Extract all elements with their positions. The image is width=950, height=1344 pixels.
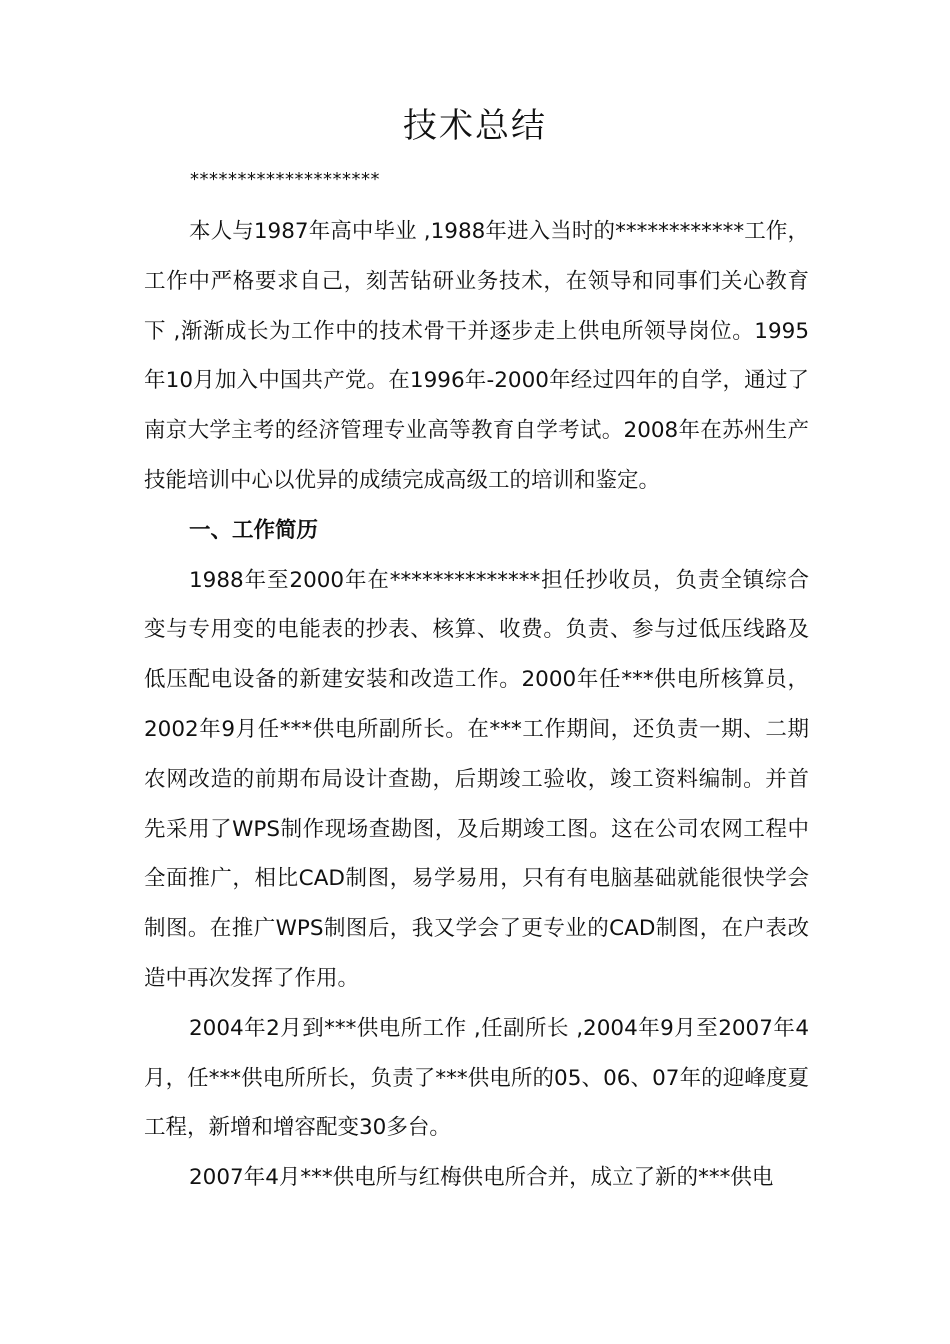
author-name: ******************** — [190, 169, 380, 190]
work-history-paragraph-1: 1988年至2000年在**************担任抄收员，负责全镇综合变与专用变的电能表的抄表、核算、收费。负责、参与过低压线路及低压配电设备的新建安装和改造工作。2000年任***供电所核算员，2002年9月任***供电所副所长。在***工作期间，还负责一期、二期农网改造的前期布局设计查勘，后期竣工验收，竣工资料编制。并首先采用了WPS制作现场查勘图，及后期竣工图。这在公司农网工程中全面推广，相比CAD制图，易学易用，只有有电脑基础就能很快学会制图。在推广WPS制图后，我又学会了更专业的CAD制图，在户表改造中再次发挥了作用。 — [144, 567, 809, 991]
section-heading-work-history: 一、工作简历 — [189, 517, 319, 543]
work-history-paragraph-3: 2007年4月***供电所与红梅供电所合并，成立了新的***供电 — [189, 1165, 774, 1191]
document-title: 技术总结 — [403, 106, 547, 146]
work-history-paragraph-2: 2004年2月到***供电所工作 ,任副所长 ,2004年9月至2007年4月，任***供电所所长，负责了***供电所的05、06、07年的迎峰度夏工程，新增和增容配变30多台。 — [144, 1015, 809, 1141]
intro-paragraph: 本人与1987年高中毕业 ,1988年进入当时的************工作，工作中严格要求自己，刻苦钻研业务技术，在领导和同事们关心教育下 ,渐渐成长为工作中的技术骨干并逐步走上供电所领导岗位。1995年10月加入中国共产党。在1996年-2000年经过四年的自学，通过了南京大学主考的经济管理专业高等教育自学考试。2008年在苏州生产技能培训中心以优异的成绩完成高级工的培训和鉴定。 — [144, 219, 810, 493]
document-body — [144, 207, 809, 1203]
